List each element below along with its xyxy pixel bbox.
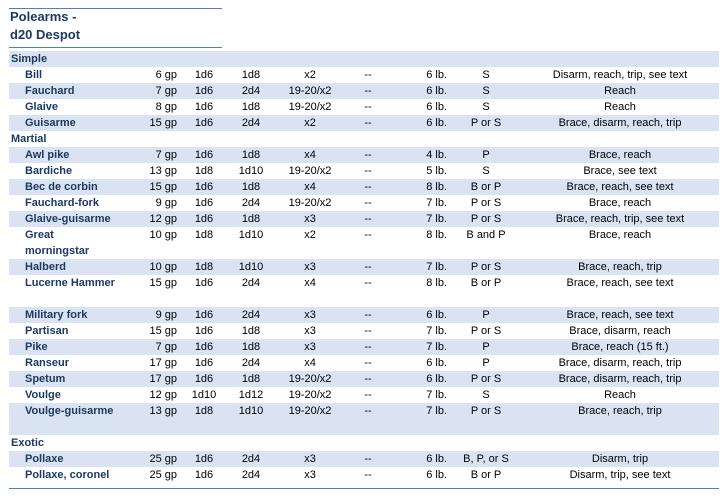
damage-small: 1d6 xyxy=(194,197,214,209)
damage-type: S xyxy=(482,165,490,177)
group-label: Martial xyxy=(11,133,47,145)
damage-small: 1d6 xyxy=(194,101,214,113)
critical: 19-20/x2 xyxy=(275,371,345,387)
table-row xyxy=(9,163,719,179)
critical: x4 xyxy=(275,147,345,163)
title-top-rule xyxy=(9,8,222,9)
damage-type: P or S xyxy=(451,211,521,227)
damage-small: 1d6 xyxy=(181,211,227,227)
damage-small: 1d6 xyxy=(181,339,227,355)
weapon-name: Great morningstar xyxy=(25,229,90,257)
special: Brace, reach (15 ft.) xyxy=(521,339,719,355)
damage-small: 1d8 xyxy=(181,403,227,435)
cost: 15 gp xyxy=(121,179,181,195)
range: -- xyxy=(345,83,391,99)
cost: 17 gp xyxy=(149,357,177,369)
damage-small: 1d6 xyxy=(181,371,227,387)
damage-type: P xyxy=(451,307,521,323)
damage-small: 1d6 xyxy=(181,147,227,163)
weight: 6 lb. xyxy=(391,115,451,131)
damage-small: 1d6 xyxy=(181,307,227,323)
damage-type: S xyxy=(451,83,521,99)
weight: 6 lb. xyxy=(426,101,447,113)
cost: 12 gp xyxy=(121,211,181,227)
damage-small: 1d6 xyxy=(194,325,214,337)
cost: 7 gp xyxy=(121,147,181,163)
special: Brace, reach, trip xyxy=(521,403,719,435)
weapon-name: Bardiche xyxy=(25,165,73,177)
weapon-name: Spetum xyxy=(9,371,121,387)
weight: 7 lb. xyxy=(426,325,447,337)
damage-type: S xyxy=(482,389,490,401)
range: -- xyxy=(364,229,372,241)
damage-medium: 2d4 xyxy=(227,83,275,99)
special: Brace, disarm, reach, trip xyxy=(558,357,682,369)
special: Brace, reach, see text xyxy=(566,277,674,289)
damage-type: B or P xyxy=(451,179,521,195)
table-bottom-rule xyxy=(9,488,719,489)
cost: 12 gp xyxy=(149,389,177,401)
table-row xyxy=(9,371,719,387)
table-row xyxy=(9,323,719,339)
critical: x3 xyxy=(304,325,316,337)
group-row xyxy=(9,131,719,147)
special: Brace, reach xyxy=(521,147,719,163)
cost: 15 gp xyxy=(149,325,177,337)
range: -- xyxy=(345,211,391,227)
weapon-name: Voulge xyxy=(25,389,61,401)
cost: 13 gp xyxy=(149,165,177,177)
weapon-name: Guisarme xyxy=(9,115,121,131)
critical: x4 xyxy=(275,179,345,195)
damage-type: S xyxy=(482,101,490,113)
weight: 6 lb. xyxy=(391,307,451,323)
cost: 9 gp xyxy=(155,197,177,209)
weapon-name: Awl pike xyxy=(9,147,121,163)
critical: 19-20/x2 xyxy=(288,389,332,401)
damage-type: B or P xyxy=(470,277,502,289)
damage-medium: 2d4 xyxy=(241,469,261,481)
special: Brace, reach, see text xyxy=(521,179,719,195)
weapon-name: Bill xyxy=(25,69,43,81)
cost: 13 gp xyxy=(121,403,181,435)
table-row xyxy=(9,307,719,323)
damage-small: 1d8 xyxy=(181,259,227,275)
weight: 8 lb. xyxy=(426,229,447,241)
critical: x4 xyxy=(304,357,316,369)
damage-medium: 1d8 xyxy=(241,69,261,81)
weapon-name: Fauchard xyxy=(9,83,121,99)
weight: 6 lb. xyxy=(426,469,447,481)
range: -- xyxy=(364,165,372,177)
table-row xyxy=(9,211,719,227)
range: -- xyxy=(364,469,372,481)
range: -- xyxy=(364,69,372,81)
critical: x3 xyxy=(275,259,345,275)
special: Brace, disarm, reach, trip xyxy=(521,371,719,387)
damage-type: S xyxy=(482,69,490,81)
damage-medium: 1d8 xyxy=(227,179,275,195)
table-row xyxy=(9,275,719,307)
critical: x3 xyxy=(275,339,345,355)
table-row xyxy=(9,259,719,275)
table-row xyxy=(9,355,719,371)
damage-type: P or S xyxy=(470,325,502,337)
cost: 10 gp xyxy=(149,229,177,241)
critical: 19-20/x2 xyxy=(288,197,332,209)
damage-medium: 1d10 xyxy=(227,259,275,275)
weapon-name: Military fork xyxy=(9,307,121,323)
special: Brace, reach xyxy=(588,197,652,209)
critical: x2 xyxy=(304,69,316,81)
critical: x3 xyxy=(275,307,345,323)
title-line-1: Polearms - xyxy=(10,9,77,24)
weapon-name: Bec de corbin xyxy=(9,179,121,195)
weight: 6 lb. xyxy=(391,371,451,387)
weapon-name: Ranseur xyxy=(25,357,70,369)
cost: 10 gp xyxy=(121,259,181,275)
damage-medium: 2d4 xyxy=(227,307,275,323)
range: -- xyxy=(345,451,391,467)
damage-type: B and P xyxy=(466,229,506,241)
range: -- xyxy=(364,197,372,209)
weight: 6 lb. xyxy=(426,357,447,369)
title-bottom-rule xyxy=(9,47,222,48)
special: Brace, disarm, reach xyxy=(569,325,671,337)
group-label: Exotic xyxy=(11,437,45,449)
damage-medium: 1d8 xyxy=(241,101,261,113)
group-row xyxy=(9,435,719,451)
damage-type: P xyxy=(451,339,521,355)
range: -- xyxy=(364,325,372,337)
critical: x3 xyxy=(275,451,345,467)
table-row xyxy=(9,195,719,211)
damage-type: P or S xyxy=(451,259,521,275)
weight: 7 lb. xyxy=(391,211,451,227)
damage-type: P or S xyxy=(451,115,521,131)
damage-type: P xyxy=(482,357,490,369)
special: Disarm, reach, trip, see text xyxy=(552,69,688,81)
weapon-name: Partisan xyxy=(25,325,69,337)
weapon-name: Fauchard-fork xyxy=(25,197,99,209)
cost: 15 gp xyxy=(149,277,177,289)
table-row xyxy=(9,339,719,355)
weapon-name: Glaive-guisarme xyxy=(9,211,121,227)
range: -- xyxy=(345,115,391,131)
weight: 6 lb. xyxy=(391,451,451,467)
table-row xyxy=(9,467,719,483)
special: Reach xyxy=(521,83,719,99)
table-row xyxy=(9,227,719,259)
damage-medium: 1d12 xyxy=(238,389,264,401)
special: Brace, reach, see text xyxy=(521,307,719,323)
critical: x2 xyxy=(275,115,345,131)
damage-type: P xyxy=(451,147,521,163)
weight: 4 lb. xyxy=(391,147,451,163)
damage-medium: 1d8 xyxy=(227,339,275,355)
table-row xyxy=(9,99,719,115)
weight: 6 lb. xyxy=(426,69,447,81)
critical: x4 xyxy=(304,277,316,289)
weapon-name: Pollaxe, coronel xyxy=(25,469,110,481)
cost: 25 gp xyxy=(149,469,177,481)
table-row xyxy=(9,451,719,467)
weight: 6 lb. xyxy=(391,83,451,99)
group-label: Simple xyxy=(9,51,719,67)
cost: 7 gp xyxy=(121,339,181,355)
damage-medium: 1d10 xyxy=(238,165,264,177)
weight: 7 lb. xyxy=(391,403,451,435)
critical: 19-20/x2 xyxy=(288,165,332,177)
damage-medium: 1d8 xyxy=(241,325,261,337)
table-row xyxy=(9,67,719,83)
range: -- xyxy=(364,277,372,289)
damage-medium: 2d4 xyxy=(227,451,275,467)
weight: 7 lb. xyxy=(391,259,451,275)
special: Brace, see text xyxy=(583,165,657,177)
range: -- xyxy=(345,179,391,195)
damage-small: 1d6 xyxy=(181,179,227,195)
critical: x3 xyxy=(304,469,316,481)
damage-small: 1d8 xyxy=(194,165,214,177)
sheet-title xyxy=(10,8,222,44)
weight: 8 lb. xyxy=(426,277,447,289)
special: Reach xyxy=(604,101,636,113)
polearms-table xyxy=(9,51,719,483)
damage-small: 1d6 xyxy=(181,83,227,99)
cost: 6 gp xyxy=(155,69,177,81)
damage-type: P or S xyxy=(470,197,502,209)
damage-small: 1d10 xyxy=(191,389,217,401)
damage-small: 1d8 xyxy=(194,229,214,241)
damage-medium: 1d8 xyxy=(227,371,275,387)
weapon-name: Lucerne Hammer xyxy=(25,277,115,289)
special: Brace, reach xyxy=(588,229,652,241)
special: Brace, reach, trip xyxy=(521,259,719,275)
damage-small: 1d6 xyxy=(181,115,227,131)
range: -- xyxy=(345,403,391,435)
range: -- xyxy=(345,259,391,275)
damage-medium: 2d4 xyxy=(241,357,261,369)
cost: 15 gp xyxy=(121,115,181,131)
critical: 19-20/x2 xyxy=(288,101,332,113)
table-row xyxy=(9,83,719,99)
special: Brace, reach, trip, see text xyxy=(521,211,719,227)
range: -- xyxy=(364,389,372,401)
weight: 5 lb. xyxy=(426,165,447,177)
weight: 7 lb. xyxy=(391,339,451,355)
cost: 7 gp xyxy=(121,83,181,99)
damage-small: 1d6 xyxy=(194,469,214,481)
damage-medium: 2d4 xyxy=(241,277,261,289)
range: -- xyxy=(345,371,391,387)
damage-type: B, P, or S xyxy=(451,451,521,467)
weapon-name: Halberd xyxy=(9,259,121,275)
table-row xyxy=(9,179,719,195)
cost: 17 gp xyxy=(121,371,181,387)
damage-type: P or S xyxy=(451,403,521,435)
critical: x3 xyxy=(275,211,345,227)
damage-type: P or S xyxy=(451,371,521,387)
cost: 9 gp xyxy=(121,307,181,323)
damage-small: 1d6 xyxy=(194,277,214,289)
cost: 8 gp xyxy=(155,101,177,113)
weapon-name: Pollaxe xyxy=(9,451,121,467)
weight: 7 lb. xyxy=(426,197,447,209)
damage-medium: 2d4 xyxy=(227,115,275,131)
damage-medium: 1d10 xyxy=(238,229,264,241)
range: -- xyxy=(345,307,391,323)
damage-type: B or P xyxy=(470,469,502,481)
range: -- xyxy=(364,357,372,369)
range: -- xyxy=(364,101,372,113)
critical: 19-20/x2 xyxy=(275,83,345,99)
damage-small: 1d6 xyxy=(181,451,227,467)
table-row xyxy=(9,115,719,131)
special: Disarm, trip xyxy=(521,451,719,467)
damage-medium: 2d4 xyxy=(241,197,261,209)
table-row xyxy=(9,387,719,403)
damage-small: 1d6 xyxy=(194,357,214,369)
weapon-name: Pike xyxy=(9,339,121,355)
special: Reach xyxy=(604,389,636,401)
range: -- xyxy=(345,147,391,163)
title-line-2: d20 Despot xyxy=(10,27,81,42)
critical: x2 xyxy=(304,229,316,241)
special: Brace, disarm, reach, trip xyxy=(521,115,719,131)
table-row xyxy=(9,147,719,163)
damage-medium: 1d8 xyxy=(227,147,275,163)
range: -- xyxy=(345,339,391,355)
weight: 7 lb. xyxy=(426,389,447,401)
damage-small: 1d6 xyxy=(194,69,214,81)
weight: 8 lb. xyxy=(391,179,451,195)
table-row xyxy=(9,403,719,435)
critical: 19-20/x2 xyxy=(275,403,345,435)
damage-medium: 1d10 xyxy=(227,403,275,435)
weapon-name: Voulge-guisarme xyxy=(9,403,121,435)
cost: 25 gp xyxy=(121,451,181,467)
weapon-name: Glaive xyxy=(25,101,59,113)
group-row xyxy=(9,51,719,67)
special: Disarm, trip, see text xyxy=(569,469,671,481)
damage-medium: 1d8 xyxy=(227,211,275,227)
